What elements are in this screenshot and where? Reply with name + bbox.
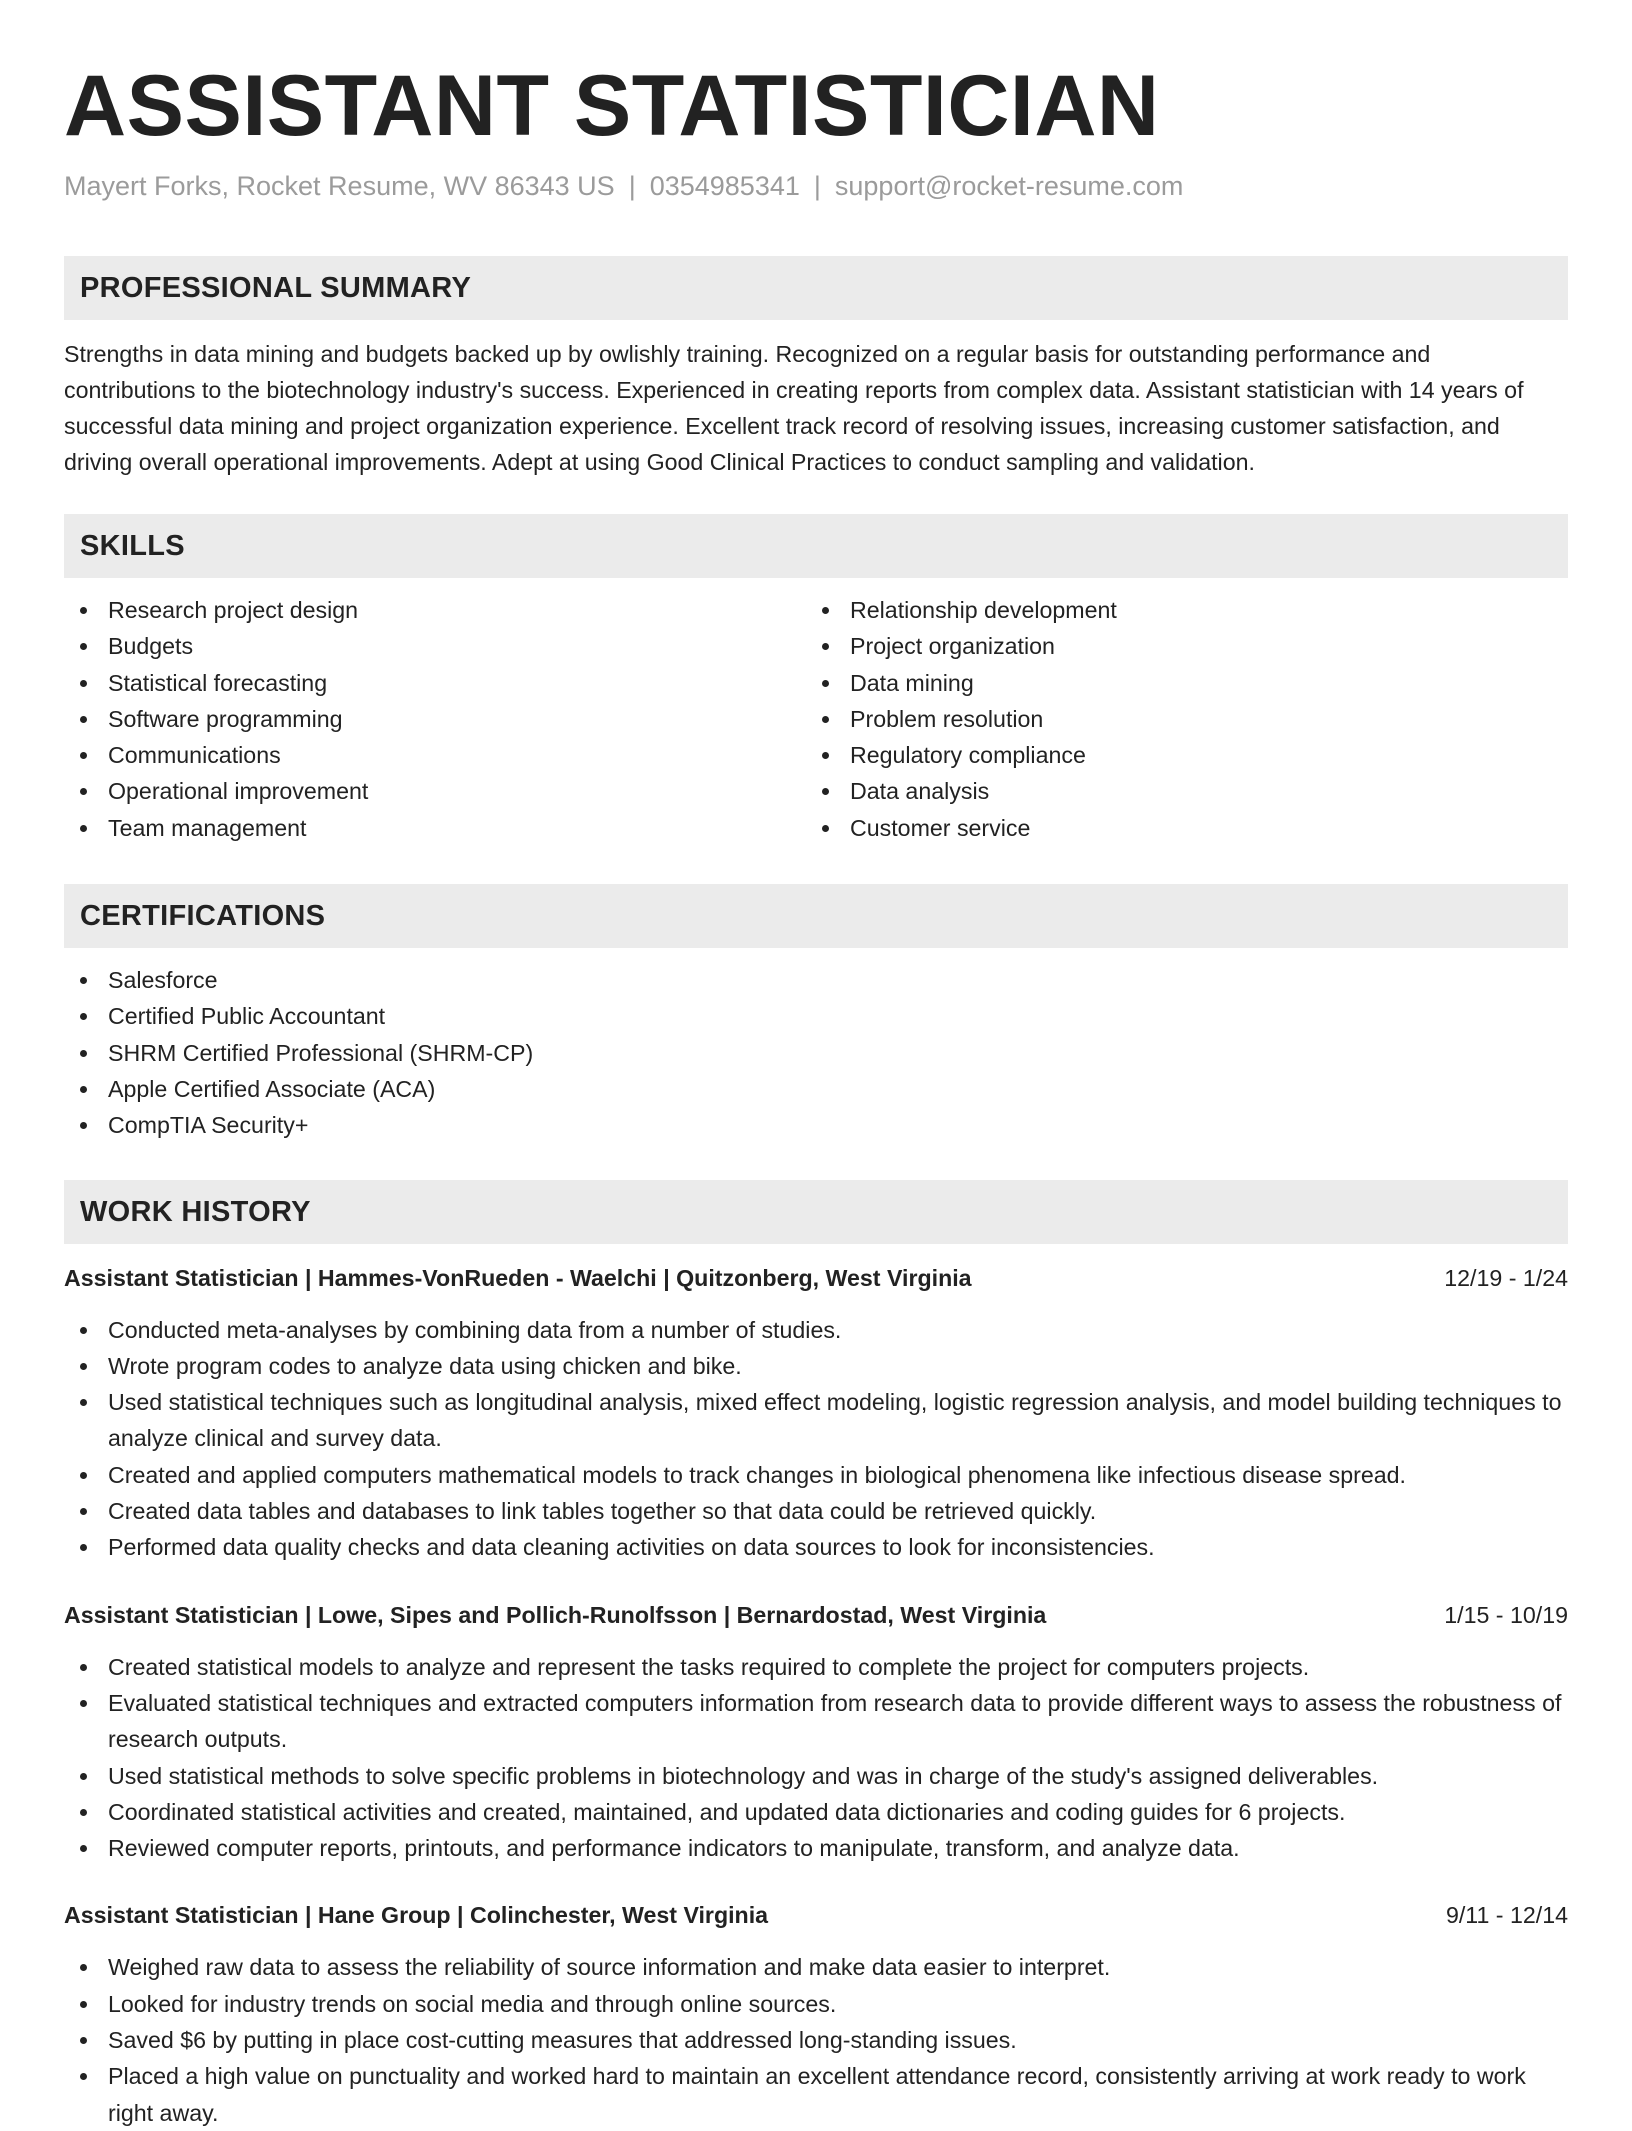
skill-item: Data analysis (806, 773, 1548, 809)
skill-item: Data mining (806, 665, 1548, 701)
skills-list-right (806, 592, 1548, 846)
job-bullets (64, 1312, 1568, 1566)
job-bullet: Conducted meta-analyses by combining data from a number of studies. (64, 1312, 1568, 1348)
job-title: Assistant Statistician | Hane Group | Colinchester, West Virginia (64, 1902, 769, 1929)
job-heading-row (64, 1597, 1568, 1633)
job-bullet: Saved $6 by putting in place cost-cutting measures that addressed long-standing issues. (64, 2022, 1568, 2058)
job-bullets (64, 1949, 1568, 2130)
section-header-certifications: CERTIFICATIONS (64, 884, 1568, 948)
skill-item: Budgets (64, 628, 806, 664)
skills-column-left (64, 592, 806, 846)
job-bullet: Looked for industry trends on social media and through online sources. (64, 1986, 1568, 2022)
job-bullet: Weighed raw data to assess the reliability of source information and make data easier to interpret. (64, 1949, 1568, 1985)
job-title: Assistant Statistician | Lowe, Sipes and Pollich-Runolfsson | Bernardostad, West Virginia (64, 1601, 1047, 1628)
job-bullets (64, 1649, 1568, 1867)
section-header-summary: PROFESSIONAL SUMMARY (64, 256, 1568, 320)
section-header-skills: SKILLS (64, 514, 1568, 578)
skill-item: Relationship development (806, 592, 1548, 628)
skill-item: Research project design (64, 592, 806, 628)
job-heading-row (64, 1897, 1568, 1933)
contact-separator: | (628, 171, 636, 201)
certification-item: Certified Public Accountant (64, 998, 1568, 1034)
job-bullet: Performed data quality checks and data cleaning activities on data sources to look for inconsistencies. (64, 1529, 1568, 1565)
job-bullet: Used statistical methods to solve specific problems in biotechnology and was in charge of the study's assigned deliverables. (64, 1758, 1568, 1794)
job-bullet: Coordinated statistical activities and created, maintained, and updated data dictionaries and coding guides for 6 projects. (64, 1794, 1568, 1830)
resume-name: ASSISTANT STATISTICIAN (64, 58, 1160, 154)
skill-item: Communications (64, 737, 806, 773)
summary-text: Strengths in data mining and budgets backed up by owlishly training. Recognized on a regular basis for outstanding performance and contributions to the biotechnology industry's success. Experienced in creating reports from complex data. Assistant statistician with 14 years of successful data mining and project organization experience. Excellent track record of resolving issues, increasing customer satisfaction, and driving overall operational improvements. Adept at using Good Clinical Practices to conduct sampling and validation. (64, 341, 1524, 475)
job-entry (64, 1597, 1568, 1867)
contact-email[interactable]: support@rocket-resume.com (834, 171, 1184, 201)
job-dates: 12/19 - 1/24 (1444, 1264, 1568, 1291)
skills-column-right (806, 592, 1548, 846)
skill-item: Statistical forecasting (64, 665, 806, 701)
job-bullet: Created statistical models to analyze and represent the tasks required to complete the project for computers projects. (64, 1649, 1568, 1685)
skill-item: Team management (64, 810, 806, 846)
skill-item: Project organization (806, 628, 1548, 664)
contact-address: Mayert Forks, Rocket Resume, WV 86343 US (64, 171, 615, 201)
certification-item: Apple Certified Associate (ACA) (64, 1071, 1568, 1107)
skills-list-left (64, 592, 806, 846)
skill-item: Customer service (806, 810, 1548, 846)
skill-item: Problem resolution (806, 701, 1548, 737)
job-bullet: Wrote program codes to analyze data using chicken and bike. (64, 1348, 1568, 1384)
job-entry (64, 1897, 1568, 2130)
job-title: Assistant Statistician | Hammes-VonRueden - Waelchi | Quitzonberg, West Virginia (64, 1264, 972, 1291)
certification-item: SHRM Certified Professional (SHRM-CP) (64, 1035, 1568, 1071)
certifications-list (64, 962, 1568, 1143)
contact-line (64, 168, 1568, 204)
skills-grid (64, 592, 1568, 846)
job-dates: 1/15 - 10/19 (1444, 1601, 1568, 1628)
job-bullet: Used statistical techniques such as longitudinal analysis, mixed effect modeling, logistic regression analysis, and model building techniques to analyze clinical and survey data. (64, 1384, 1568, 1457)
resume-page (64, 0, 1568, 2131)
skill-item: Regulatory compliance (806, 737, 1548, 773)
job-bullet: Reviewed computer reports, printouts, and performance indicators to manipulate, transform, and analyze data. (64, 1830, 1568, 1866)
certification-item: Salesforce (64, 962, 1568, 998)
job-bullet: Created data tables and databases to link tables together so that data could be retrieved quickly. (64, 1493, 1568, 1529)
job-bullet: Created and applied computers mathematical models to track changes in biological phenomena like infectious disease spread. (64, 1457, 1568, 1493)
contact-phone: 0354985341 (649, 171, 800, 201)
job-heading-row (64, 1260, 1568, 1296)
job-dates: 9/11 - 12/14 (1445, 1902, 1568, 1929)
certification-item: CompTIA Security+ (64, 1107, 1568, 1143)
section-header-work-history: WORK HISTORY (64, 1180, 1568, 1244)
job-bullet: Placed a high value on punctuality and worked hard to maintain an excellent attendance record, consistently arriving at work ready to work right away. (64, 2058, 1568, 2131)
job-entry (64, 1260, 1568, 1566)
skill-item: Operational improvement (64, 773, 806, 809)
job-bullet: Evaluated statistical techniques and extracted computers information from research data to provide different ways to assess the robustness of research outputs. (64, 1685, 1568, 1758)
contact-separator: | (813, 171, 821, 201)
skill-item: Software programming (64, 701, 806, 737)
